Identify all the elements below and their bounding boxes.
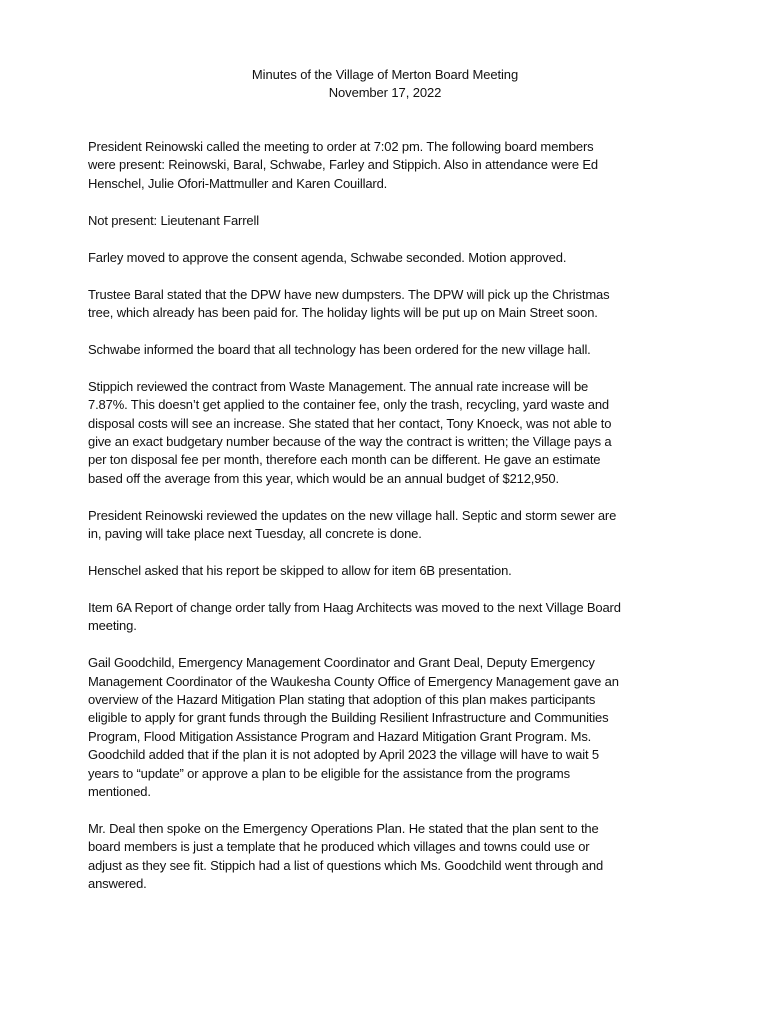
paragraph-line: give an exact budgetary number because of the way the contract is written; the Village pays a xyxy=(88,433,612,449)
paragraph-line: President Reinowski reviewed the updates on the new village hall. Septic and storm sewer are xyxy=(88,507,617,523)
paragraph-line: overview of the Hazard Mitigation Plan stating that adoption of this plan makes participants xyxy=(88,692,596,708)
minutes-paragraph xyxy=(88,654,678,801)
paragraph-line: in, paving will take place next Tuesday, all concrete is done. xyxy=(88,526,422,542)
minutes-paragraph xyxy=(88,820,678,894)
document-title: Minutes of the Village of Merton Board Meeting xyxy=(251,67,519,82)
minutes-paragraph xyxy=(88,562,678,580)
paragraph-line: 7.87%. This doesn’t get applied to the container fee, only the trash, recycling, yard waste and xyxy=(88,397,609,413)
paragraph-line: Not present: Lieutenant Farrell xyxy=(88,212,259,228)
paragraph-line: Henschel asked that his report be skipped to allow for item 6B presentation. xyxy=(88,563,512,578)
minutes-paragraph xyxy=(88,507,678,544)
minutes-paragraph xyxy=(88,378,678,488)
document-header xyxy=(0,66,770,102)
paragraph-line: per ton disposal fee per month, therefore each month can be different. He gave an estimate xyxy=(88,452,601,468)
paragraph-line: Management Coordinator of the Waukesha County Office of Emergency Management gave an xyxy=(88,673,619,689)
paragraph-line: Gail Goodchild, Emergency Management Coordinator and Grant Deal, Deputy Emergency xyxy=(88,655,595,671)
paragraph-line: Schwabe informed the board that all technology has been ordered for the new village hall. xyxy=(88,341,591,357)
paragraph-line: tree, which already has been paid for. The holiday lights will be put up on Main Street soon. xyxy=(88,304,598,320)
meeting-date: November 17, 2022 xyxy=(328,85,442,100)
minutes-paragraph xyxy=(88,341,678,359)
paragraph-line: President Reinowski called the meeting to order at 7:02 pm. The following board members xyxy=(88,139,594,154)
paragraph-line: Farley moved to approve the consent agenda, Schwabe seconded. Motion approved. xyxy=(88,249,567,265)
paragraph-line: years to “update” or approve a plan to be eligible for the assistance from the programs xyxy=(88,765,570,781)
paragraph-line: Mr. Deal then spoke on the Emergency Operations Plan. He stated that the plan sent to the xyxy=(88,820,599,836)
minutes-paragraph xyxy=(88,599,678,636)
paragraph-line: Trustee Baral stated that the DPW have new dumpsters. The DPW will pick up the Christmas xyxy=(88,286,610,302)
minutes-paragraph xyxy=(88,138,678,193)
paragraph-line: answered. xyxy=(88,876,147,892)
paragraph-line: disposal costs will see an increase. She stated that her contact, Tony Knoeck, was not able to xyxy=(88,415,612,431)
paragraph-line: based off the average from this year, which would be an annual budget of $212,950. xyxy=(88,470,559,486)
minutes-paragraph xyxy=(88,249,678,267)
paragraph-line: mentioned. xyxy=(88,784,151,800)
minutes-paragraph xyxy=(88,286,678,323)
paragraph-line: adjust as they see fit. Stippich had a list of questions which Ms. Goodchild went through and xyxy=(88,857,604,873)
paragraph-line: Item 6A Report of change order tally from Haag Architects was moved to the next Village Board xyxy=(88,599,621,615)
paragraph-line: board members is just a template that he produced which villages and towns could use or xyxy=(88,839,590,855)
paragraph-line: Goodchild added that if the plan it is not adopted by April 2023 the village will have to wait 5 xyxy=(88,747,599,763)
minutes-body xyxy=(88,138,678,912)
paragraph-line: Stippich reviewed the contract from Waste Management. The annual rate increase will be xyxy=(88,378,589,394)
paragraph-line: Program, Flood Mitigation Assistance Program and Hazard Mitigation Grant Program. Ms. xyxy=(88,728,592,744)
paragraph-line: meeting. xyxy=(88,618,137,634)
minutes-paragraph xyxy=(88,212,678,230)
paragraph-line: were present: Reinowski, Baral, Schwabe, Farley and Stippich. Also in attendance were Ed xyxy=(88,157,598,173)
paragraph-line: eligible to apply for grant funds through the Building Resilient Infrastructure and Communities xyxy=(88,710,609,726)
paragraph-line: Henschel, Julie Ofori-Mattmuller and Karen Couillard. xyxy=(88,175,388,191)
